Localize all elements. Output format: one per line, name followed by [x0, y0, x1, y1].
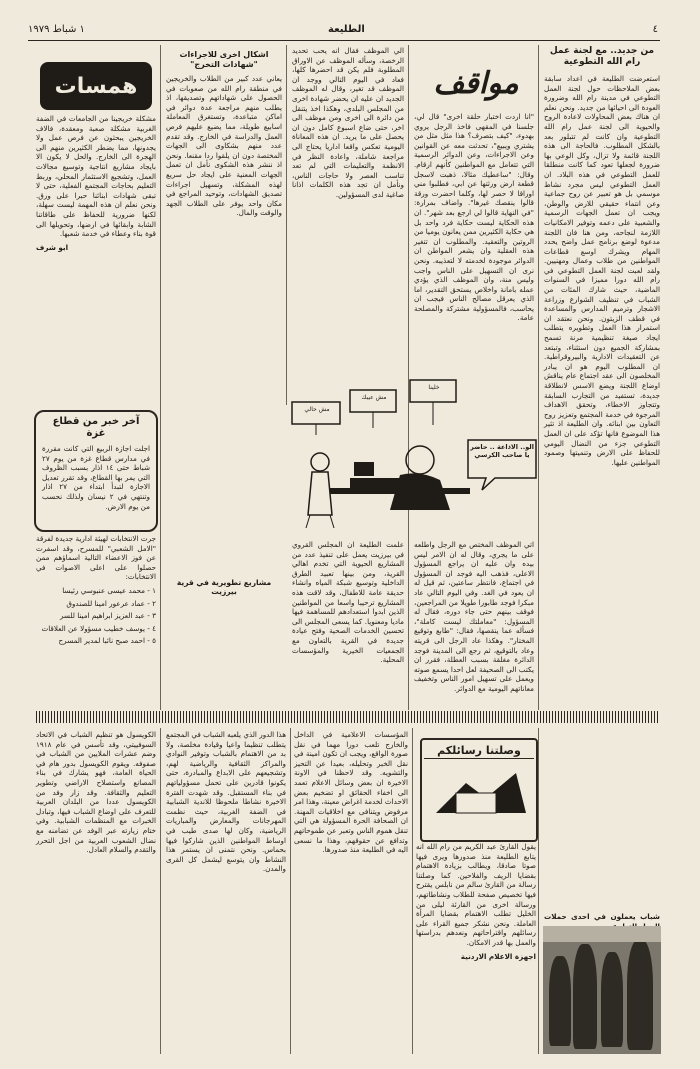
section-divider — [36, 711, 660, 723]
youth-article — [166, 730, 286, 1052]
cartoon-label-1: مش حالي — [304, 406, 330, 413]
media-article — [294, 730, 408, 1052]
issue-date: ١ شباط ١٩٧٩ — [28, 24, 85, 35]
mawaqif-continuation: الي الموظف فقال انه يحب تحديد الرخصة، وسأله الموظف عن الاوراق المطلوبة فلم يكن قد احضرها كلها، فعاد في اليوم التالي ووجد ان الموظف قد تغير، وقال له الموظف الجديد ان عليه ان يحضر شهادة اخرى من المجلس البلدي، وهكذا اخذ يتنقل من دائرة الى اخرى ومن موظف الى اخر، حتى ضاع اسبوع كامل دون ان يحصل على ما يريد. ان هذه المعاناة اليومية تعكس واقعا اداريا يحتاج الى مراجعة شاملة، واعادة النظر في الانظمة والتعليمات التي لم تعد تناسب العصر ولا حاجات الناس، ونأمل ان تجد هذه الكلمات اذانا صاغية لدى المسؤولين. — [292, 46, 404, 199]
election-item: ٥ - احمد صبح نائبا لمدير المسرح — [58, 636, 156, 646]
middle-lower — [292, 540, 404, 708]
letters-title: وصلتنا رسائلكم — [424, 744, 534, 759]
hamasat-masthead — [40, 62, 152, 110]
cartoon-label-2: مش عيبك — [361, 394, 387, 401]
mawaqif-title: مواقف — [433, 65, 519, 101]
birzeit-article — [166, 578, 282, 708]
letters-text-2: اجهزة الاعلام الاردنية — [460, 951, 536, 961]
page-number: ٤ — [652, 24, 658, 35]
letters-illustration — [426, 763, 536, 823]
elections-intro: جرت الانتخابات لهيئة ادارية جديدة لفرقة "الامل الشعبي" للمسرح، وقد اسفرت عن فوز الاعضاء التالية اسماؤهم ممن حصلوا على اعلى الاصوات في الانتخابات: — [36, 534, 156, 582]
speech-bubble: الو.. الاذاعة .. حاضر يا صاحب الكرسي — [470, 443, 534, 459]
media-text: المؤسسات الاعلامية في الداخل والخارج تلعب دورا مهما في نقل صورة الواقع، ويجب ان تكون امينة في نقل الخبر وتحليله، بعيدا عن التحيز والتشويه. وقد لاحظنا في الاونة الاخيرة ان بعض وسائل الاعلام تعمد الى اخفاء الحقائق او تضخيم بعض الاحداث لخدمة اغراض معينة، وهذا امر مرفوض ويتنافى مع اخلاقيات المهنة. ان الصحافة الحرة المسؤولة هي التي تنقل هموم الناس وتعبر عن طموحاتهم وتدافع عن حقوقهم، وهذا ما نسعى اليه في الطليعة منذ صدورها. — [294, 730, 408, 855]
office-cartoon — [290, 380, 538, 530]
certificates-body: يعاني عدد كبير من الطلاب والخريجين في منطقة رام الله من صعوبات في الحصول على شهاداتهم وتصديقها، اذ يطلب منهم مراجعة عدة دوائر في اماكن متباعدة، وتستغرق المعاملة اسابيع طويلة، مما يضيع عليهم فرص العمل والدراسة في الخارج. وقد تقدم عدد منهم بشكاوى الى الجهات المختصة دون ان يلقوا ردا مقنعا. ونحن اذ ننشر هذه الشكوى نأمل ان تعمل الجهات المعنية على ايجاد حل سريع لهذه المشكلة، وتسهيل اجراءات تصديق الشهادات، وتوحيد المراجع في مكان واحد يوفر على الطلاب الجهد والوقت والمال. — [166, 74, 282, 218]
middle-lower-text: علمت الطليعة ان المجلس القروي في بيرزيت يعمل على تنفيذ عدد من المشاريع الحيوية التي تخدم اهالي القرية، ومن بينها تعبيد الطرق الداخلية وتوسيع شبكة المياه وانشاء حديقة عامة للاطفال، وقد لاقت هذه المشاريع ترحيبا واسعا من المواطنين الذين ابدوا استعدادهم للمساهمة فيها ماديا ومعنويا. كما يسعى المجلس الى تحسين الخدمات الصحية وفتح عيادة جديدة في القرية بالتعاون مع الجمعيات الخيرية والمؤسسات المحلية. — [292, 540, 404, 665]
birzeit-headline: مشاريع تطويرية في قرية بيرزيت — [176, 578, 272, 596]
hamasat-text: مشكلة خريجينا من الجامعات في الضفة الغربية مشكلة صعبة ومعقدة، فالاف الخريجين يبحثون عن فرص عمل ولا يجدونها، مما يضطر الكثيرين منهم الى الهجرة الى الخارج. والحل لا يكون الا بايجاد مشاريع انتاجية وتوسيع مجالات العمل، وتشجيع الاستثمار المحلي، وربط التعليم بحاجات المجتمع الفعلية، حتى لا تبقى شهادات ابنائنا حبرا على ورق. ونحن نعلم ان هذه المهمة ليست سهلة، لكنها ضرورية للحفاظ على طاقاتنا الشابة وابقائها في ارضها، وتحويلها الى قوة بناء وعطاء في خدمة شعبها. — [36, 114, 156, 239]
mawaqif-logo — [420, 58, 532, 108]
column-rule — [160, 728, 161, 1054]
mawaqif-body — [414, 112, 534, 420]
election-item: ٤ - يوسف خطيب مسؤولا عن العلاقات — [41, 623, 156, 633]
letters-box — [420, 738, 538, 842]
hamasat-body — [36, 114, 156, 404]
hamasat-title: همسات — [54, 73, 138, 99]
newspaper-name: الطليعة — [328, 24, 365, 35]
column-rule — [160, 45, 161, 710]
volunteer-article — [544, 46, 660, 936]
hamasat-signature: ابو شرف — [36, 242, 69, 252]
volunteers-photo — [543, 926, 661, 1054]
column-rule — [538, 728, 539, 1054]
mawaqif-right-cont — [292, 46, 404, 406]
volunteer-headline: من جديد.. مع لجنة عمل رام الله التطوعية — [549, 46, 655, 67]
election-item: ٣ - عبد العزيز ابراهيم امينا للسر — [59, 611, 156, 621]
column-rule — [286, 45, 287, 405]
column-rule — [412, 728, 413, 1054]
page-header — [28, 24, 660, 41]
letters-text: يقول القارئ عبد الكريم من رام الله انه يتابع الطليعة منذ صدورها ويرى فيها صوتا صادقا، ويطالب بزيادة الاهتمام بقضايا الريف والفلاحين. كما وصلتنا رسالة من القارئ سالم من نابلس يقترح فيها تخصيص صفحة للطلاب ونشاطاتهم، ورسالة اخرى من القارئة ليلى من الخليل تطلب الاهتمام بقضايا المرأة العاملة. ونحن نشكر جميع القراء على رسائلهم واقتراحاتهم ونعدهم بدراستها والعمل بها قدر الامكان. — [416, 842, 536, 947]
mawaqif-text: "انا اردت اختبار حلقة اخرى" قال لي، جلسنا في المقهى فاخذ الرجل يروي بهدوء، "كيف بتصرف؟ هذا مثل مثل من يشتري ويبيع"، تحدثت معه عن القوانين وعن الاجراءات، وعن الدوائر الرسمية التي تتعامل مع المواطنين كأنهم ارقام. وقال: "ساعطيك مثالا، ذهبت لاسجل قطعة ارض ورثتها عن ابي، فطلبوا مني اوراقا لا حصر لها، وكلما احضرت ورقة قالوا ينقصك غيرها". واضاف بمرارة: "في النهاية قالوا لي ارجع بعد شهر". ان هذه الحكاية ليست حكاية فرد واحد بل هي حكاية الكثيرين ممن يعانون يوميا من الروتين والتعقيد. والمطلوب ان تتغير هذه العقلية وان يشعر المواطن ان الدوائر موجودة لخدمته لا لتعذيبه. ونحن نرى ان التسهيل على الناس واجب وليس منة، وان الموظف الذي يؤدي عمله بامانة واخلاص يستحق التقدير، اما الذي يعرقل مصالح الناس فيجب ان يحاسب، فالمسؤولية مشتركة والمصلحة عامة. — [414, 112, 534, 323]
gaza-news-box — [34, 410, 158, 532]
election-item: ٢ - عماد عرعور امينا للصندوق — [66, 598, 156, 608]
column-rule — [290, 728, 291, 1054]
certificates-headline: اشكال اخرى للاجراءات "شهادات التخرج" — [179, 50, 269, 69]
gaza-body: اجلت اجازة الربيع التي كانت مقررة في مدارس قطاع غزة من يوم ٢٧ شباط حتى ١٤ اذار بسبب الظروف التي يمر بها القطاع، وقد تقرر تعديل الاجازة لتبدأ ابتداء من ٢٧ اذار وتنتهي في ٢ نيسان ولذلك نحسب من يوم الارض. — [42, 444, 151, 511]
photo-caption: شباب يعملون في احدى حملات — [544, 912, 660, 921]
theatre-elections — [36, 534, 156, 710]
komsomol-article — [36, 730, 156, 1052]
gaza-headline: آخر خبر من قطاع غزة — [52, 416, 140, 439]
letters-column — [416, 842, 536, 1052]
column-rule — [538, 45, 539, 710]
volunteer-body: استعرضت الطليعة في اعداد سابقة بعض الملاحظات حول لجنة العمل التطوعي في مدينة رام الله وضرورة العودة الى احيائها من جديد. ونحن نعلم ان هناك بعض المحاولات لاعادة الروح والحيوية الى لجنة عمل رام الله التطوعية وان كانت لم تتبلور بعد بالشكل المطلوب. فالحاجة الى هذه اللجنة قائمة ولا تزال، وكل الوعي بها ضرورة لجعلها تعود كما كانت منطلقا للعمل التطوعي في هذه البلاد. ان العمل التطوعي ليس مجرد نشاط موسمي بل هو تعبير عن روح جماعية وعن انتماء حقيقي للارض والوطن، ويجب ان تعمل الجهات الرسمية والشعبية على دعمه وتوفير الامكانيات اللازمة لنجاحه، ومن هنا فان اللجنة مدعوة لوضع برنامج عمل واضح يحدد المهام ويشرك اوسع قطاعات المواطنين من طلاب وعمال ومهنيين. ولقد لعبت لجنة العمل التطوعي في رام الله دورا مميزا في السنوات الماضية، حيث شارك المئات من الشباب في تنظيف الشوارع وزراعة الاشجار وترميم المدارس والمساعدة في قطف الزيتون. ونحن نعتقد ان استمرار هذا العمل وتطويره يتطلب ايجاد صيغة تنظيمية مرنة تسمح بمشاركة الجميع دون استثناء، وتبتعد عن التعقيدات الادارية والبيروقراطية. ان المطلوب اليوم هو ان يبادر المخلصون الى عقد اجتماع عام يناقش اوضاع اللجنة ويضع الاسس لانطلاقة جديدة، تستفيد من التجارب السابقة وتتجاوز الاخطاء، وتحقق الاهداف المرجوة في خدمة المجتمع وتعزيز روح التعاون بين ابنائه. وان الطليعة اذ تثير هذا الموضوع فانها تؤكد على ان العمل التطوعي جزء من النضال اليومي للحفاظ على الارض وتنميتها وصمود المواطنين عليها. — [544, 74, 660, 467]
certificates-article — [166, 46, 282, 576]
komsomol-text: الكويسول هو تنظيم الشباب في الاتحاد السوفييتي، وقد تأسس في عام ١٩١٨ وضم عشرات الملايين من الشباب في صفوفه. ويقوم الكويسول بدور هام في الحياة العامة، فهو يشارك في بناء المصانع واستصلاح الاراضي وتطوير التعليم والثقافة. وقد زار وفد من الكويسول عددا من البلدان العربية للتعرف على اوضاع الشباب فيها، وتبادل الخبرات مع المنظمات الشبابية. وفي ختام زيارته عبر الوفد عن تضامنه مع نضال الشعوب العربية من اجل التحرر والتقدم والسلام العادل. — [36, 730, 156, 855]
election-item: ١ - محمد عيسى عنبوسي رئيسا — [62, 585, 156, 595]
cartoon-label-3: خلينا — [428, 384, 440, 391]
youth-text: هذا الدور الذي يلعبه الشباب في المجتمع يتطلب تنظيما واعيا وقيادة مخلصة، ولا بد من الاهتمام بالشباب وتوفير النوادي والمراكز الثقافية والرياضية لهم، وتشجيعهم على الابداع والمبادرة، حتى يكونوا قادرين على تحمل مسؤولياتهم في بناء المستقبل. وقد شهدت الفترة الاخيرة نشاطا ملحوظا للاندية الشبابية في الضفة الغربية، حيث نظمت المهرجانات والمعارض والمباريات الرياضية، وكان لها صدى طيب في اوساط المواطنين الذين شاركوا فيها بحماس. ونحن نتمنى ان يستمر هذا النشاط وان يتوسع ليشمل كل القرى والمدن. — [166, 730, 286, 874]
column-rule — [408, 45, 409, 710]
mawaqif-lower — [414, 540, 534, 708]
mawaqif-lower-text: اتي الموظف المختص مع الرجل واطلعه على ما يجري، وقال له ان الامر ليس بيده وان عليه ان يراجع المسؤول الاعلى، فذهب اليه فوجد ان المسؤول في اجتماع، فانتظر ساعتين، ثم قيل له ان يعود في الغد. وفي اليوم التالي عاد مبكرا فوجد طابورا طويلا من المراجعين، فوقف بينهم حتى جاء دوره، فقال له المسؤول: "معاملتك ليست كاملة"، فسأله عما ينقصها، فقال: "طابع وتوقيع المختار". وهكذا عاد الرجل الى قريته وعاد بالتوقيع، ثم رجع الى المدينة فوجد الدائرة مغلقة بسبب العطلة، فقرر ان يكتب الى الصحيفة لعل احدا يسمع صوته ويعمل على تسهيل امور الناس وتخفيف معاناتهم اليومية مع الدوائر. — [414, 540, 534, 693]
